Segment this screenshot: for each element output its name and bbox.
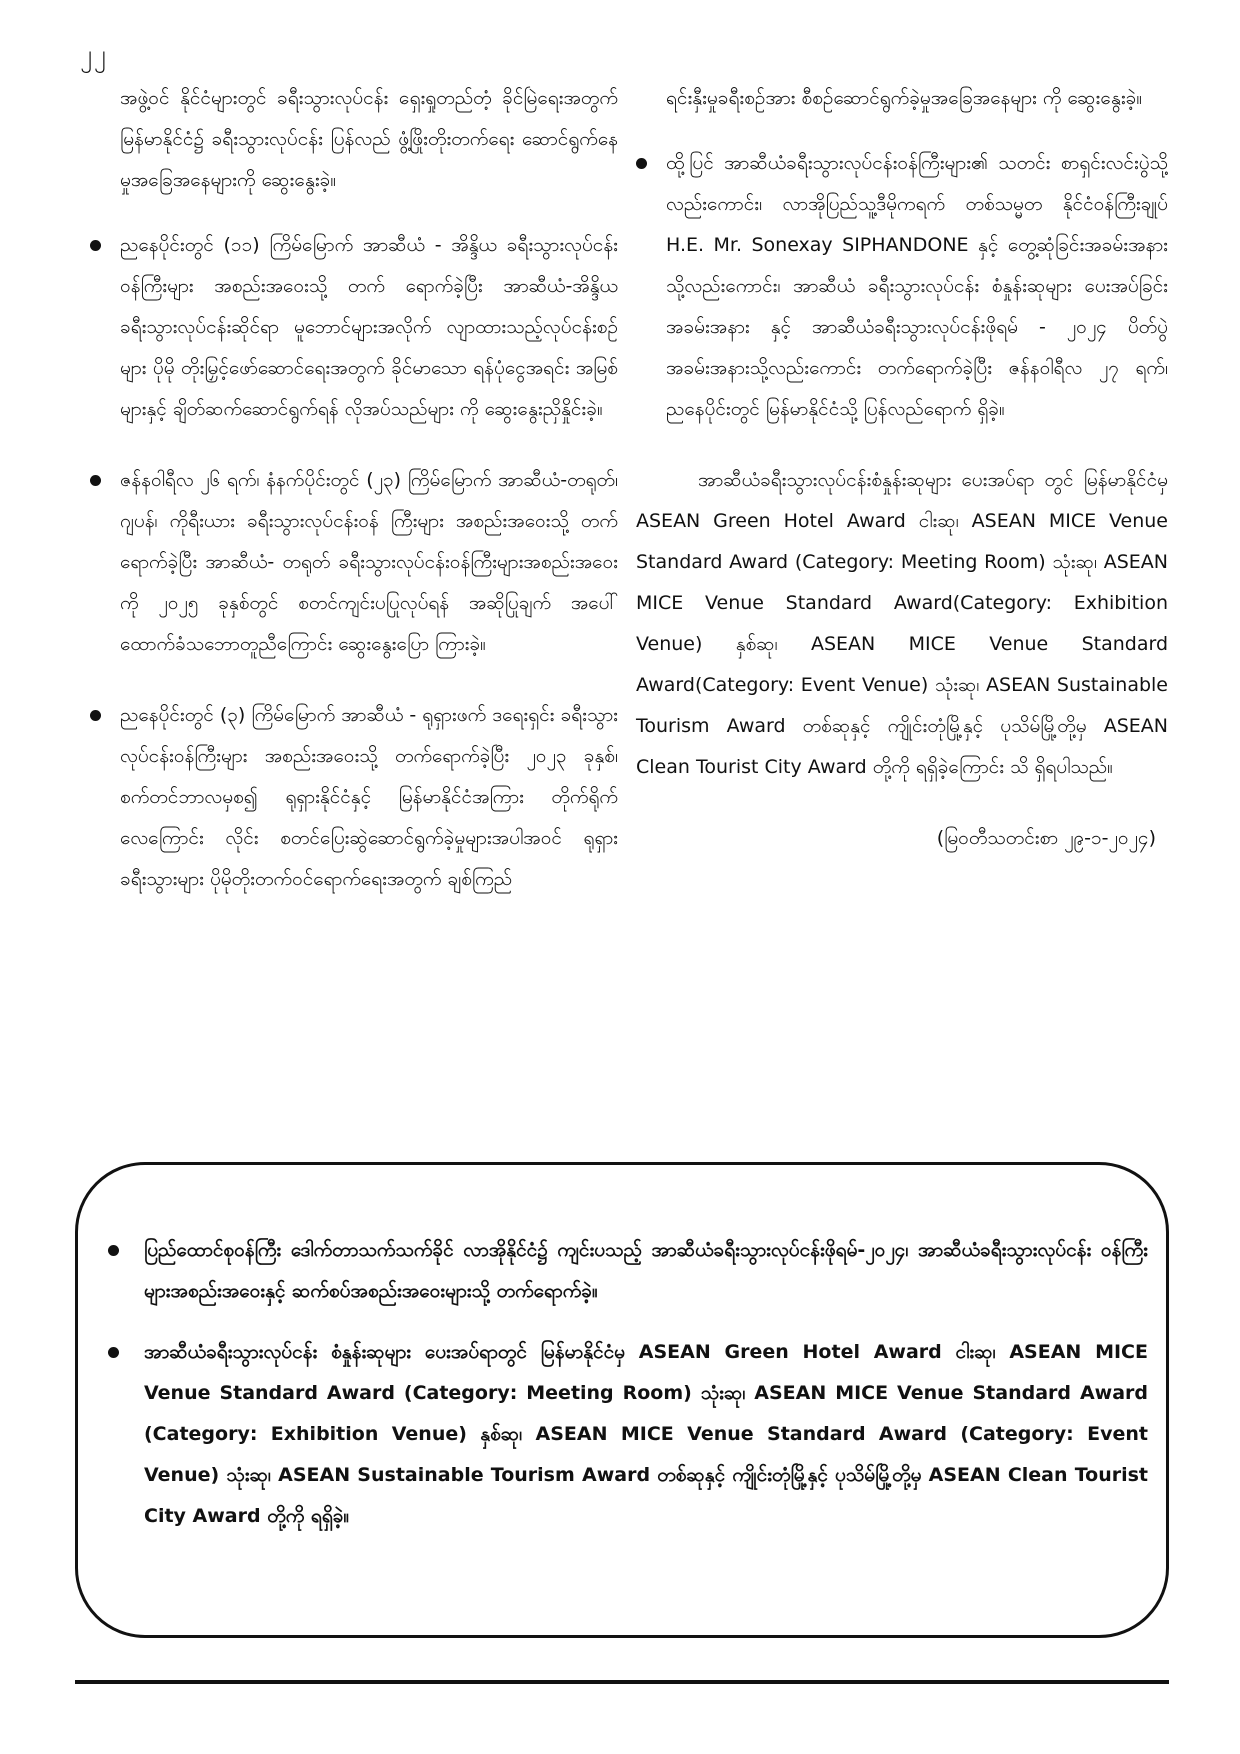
summary-list (108, 1230, 1148, 1557)
summary-item (108, 1332, 1148, 1537)
bullet-dot-icon (90, 240, 101, 251)
left-bullet-text: ညနေပိုင်းတွင် (၃) ကြိမ်မြောက် အာဆီယံ - ရုရှားဖက် ဒရေးရှင်း ခရီးသွားလုပ်ငန်းဝန်ကြီးများ အစည်းအဝေးသို့ တက်ရောက်ခဲ့ပြီး ၂၀၂၃ ခုနှစ်၊ စက်တင်ဘာလမှစ၍ ရုရှားနိုင်ငံနှင့် မြန်မာနိုင်ငံအကြား တိုက်ရိုက်လေကြောင်း လိုင်း စတင်ပြေးဆွဲဆောင်ရွက်ခဲ့မှုများအပါအဝင် ရုရှား ခရီးသွားများ ပိုမိုတိုးတက်ဝင်ရောက်ရေးအတွက် ချစ်ကြည် (120, 704, 618, 890)
left-continued-paragraph: အဖွဲ့ဝင် နိုင်ငံများတွင် ခရီးသွားလုပ်ငန်း ရှေးရှုတည်တံ့ ခိုင်မြဲရေးအတွက် မြန်မာနိုင်ငံ၌ ခရီးသွားလုပ်ငန်း ပြန်လည် ဖွံ့ဖြိုးတိုးတက်ရေး ဆောင်ရွက်နေမှုအခြေအနေများကို ဆွေးနွေးခဲ့။ (120, 87, 618, 191)
awards-paragraph: အာဆီယံခရီးသွားလုပ်ငန်းစံနှုန်းဆုများ ပေးအပ်ရာ တွင် မြန်မာနိုင်ငံမှ ASEAN Green Hotel Award ငါးဆု၊ ASEAN MICE Venue Standard Award (Category: Meeting Room) သုံးဆု၊ ASEAN MICE Venue Standard Award(Category: Exhibition Venue) နှစ်ဆု၊ ASEAN MICE Venue Standard Award(Category: Event Venue) သုံးဆု၊ ASEAN Sustainable Tourism Award တစ်ဆုနှင့် ကျိုင်းတုံမြို့နှင့် ပုသိမ်မြို့တို့မှ ASEAN Clean Tourist City Award တို့ကို ရရှိခဲ့ကြောင်း သိ ရှိရပါသည်။ (636, 469, 1168, 778)
summary-item-text: ပြည်ထောင်စုဝန်ကြီး ဒေါက်တာသက်သက်ခိုင် လာအိုနိုင်ငံ၌ ကျင်းပသည့် အာဆီယံခရီးသွားလုပ်ငန်းဖိုရမ်-၂၀၂၄၊ အာဆီယံခရီးသွားလုပ်ငန်း ဝန်ကြီးများအစည်းအဝေးနှင့် ဆက်စပ်အစည်းအဝေးများသို့ တက်ရောက်ခဲ့။ (144, 1239, 1148, 1302)
left-bullet-text: ညနေပိုင်းတွင် (၁၁) ကြိမ်မြောက် အာဆီယံ - အိန္ဒိယ ခရီးသွားလုပ်ငန်းဝန်ကြီးများ အစည်းအဝေးသို့ တက် ရောက်ခဲ့ပြီး အာဆီယံ-အိန္ဒိယ ခရီးသွားလုပ်ငန်းဆိုင်ရာ မူဘောင်များအလိုက် လျာထားသည့်လုပ်ငန်းစဉ်များ ပိုမို တိုးမြှင့်ဖော်ဆောင်ရေးအတွက် ခိုင်မာသော ရန်ပုံငွေအရင်း အမြစ်များနှင့် ချိတ်ဆက်ဆောင်ရွက်ရန် လိုအပ်သည်များ ကို ဆွေးနွေးညှိနှိုင်းခဲ့။ (120, 234, 618, 420)
bullet-dot-icon (90, 475, 101, 486)
right-bullet-item (636, 143, 1168, 430)
summary-item-text: အာဆီယံခရီးသွားလုပ်ငန်း စံနှုန်းဆုများ ပေးအပ်ရာတွင် မြန်မာနိုင်ငံမှ ASEAN Green Hotel Award ငါးဆု၊ ASEAN MICE Venue Standard Award (Category: Meeting Room) သုံးဆု၊ ASEAN MICE Venue Standard Award (Category: Exhibition Venue) နှစ်ဆု၊ ASEAN MICE Venue Standard Award (Category: Event Venue) သုံးဆု၊ ASEAN Sustainable Tourism Award တစ်ဆုနှင့် ကျိုင်းတုံမြို့နှင့် ပုသိမ်မြို့တို့မှ ASEAN Clean Tourist City Award တို့ကို ရရှိခဲ့။ (144, 1341, 1148, 1527)
bullet-dot-icon (108, 1245, 119, 1256)
bullet-dot-icon (636, 158, 647, 169)
left-bullet-item (90, 460, 618, 665)
bullet-dot-icon (90, 710, 101, 721)
bottom-rule (75, 1680, 1169, 1684)
right-bullet-text: ထို့ပြင် အာဆီယံခရီးသွားလုပ်ငန်းဝန်ကြီးများ၏ သတင်း စာရှင်းလင်းပွဲသို့လည်းကောင်း၊ လာအိုပြည်သူ့ဒီမိုကရက် တစ်သမ္မတ နိုင်ငံဝန်ကြီးချုပ် H.E. Mr. Sonexay SIPHANDONE နှင့် တွေ့ဆုံခြင်းအခမ်းအနားသို့လည်းကောင်း၊ အာဆီယံ ခရီးသွားလုပ်ငန်း စံနှုန်းဆုများ ပေးအပ်ခြင်းအခမ်းအနား နှင့် အာဆီယံခရီးသွားလုပ်ငန်းဖိုရမ် - ၂၀၂၄ ပိတ်ပွဲ အခမ်းအနားသို့လည်းကောင်း တက်ရောက်ခဲ့ပြီး ဇန်နဝါရီလ ၂၇ ရက်၊ ညနေပိုင်းတွင် မြန်မာနိုင်ငံသို့ ပြန်လည်ရောက် ရှိခဲ့။ (666, 152, 1168, 420)
bullet-dot-icon (108, 1347, 119, 1358)
source-citation: (မြဝတီသတင်းစာ ၂၉-၁-၂၀၂၄) (936, 827, 1156, 849)
left-bullet-text: ဇန်နဝါရီလ ၂၆ ရက်၊ နံနက်ပိုင်းတွင် (၂၃) ကြိမ်မြောက် အာဆီယံ-တရုတ်၊ ဂျပန်၊ ကိုရီးယား ခရီးသွားလုပ်ငန်းဝန် ကြီးများ အစည်းအဝေးသို့ တက်ရောက်ခဲ့ပြီး အာဆီယံ- တရုတ် ခရီးသွားလုပ်ငန်းဝန်ကြီးများအစည်းအဝေးကို ၂၀၂၅ ခုနှစ်တွင် စတင်ကျင်းပပြုလုပ်ရန် အဆိုပြုချက် အပေါ် ထောက်ခံသဘောတူညီကြောင်း ဆွေးနွေးပြော ကြားခဲ့။ (120, 469, 618, 655)
page-number: ၂၂ (80, 40, 108, 68)
left-column (90, 78, 618, 930)
left-bullet-item (90, 695, 618, 900)
left-bullet-item (90, 225, 618, 430)
right-continued-paragraph: ရင်းနှီးမှုခရီးစဉ်အား စီစဉ်ဆောင်ရွက်ခဲ့မှုအခြေအနေများ ကို ဆွေးနွေးခဲ့။ (666, 87, 1143, 109)
summary-item (108, 1230, 1148, 1312)
right-column (636, 78, 1168, 883)
